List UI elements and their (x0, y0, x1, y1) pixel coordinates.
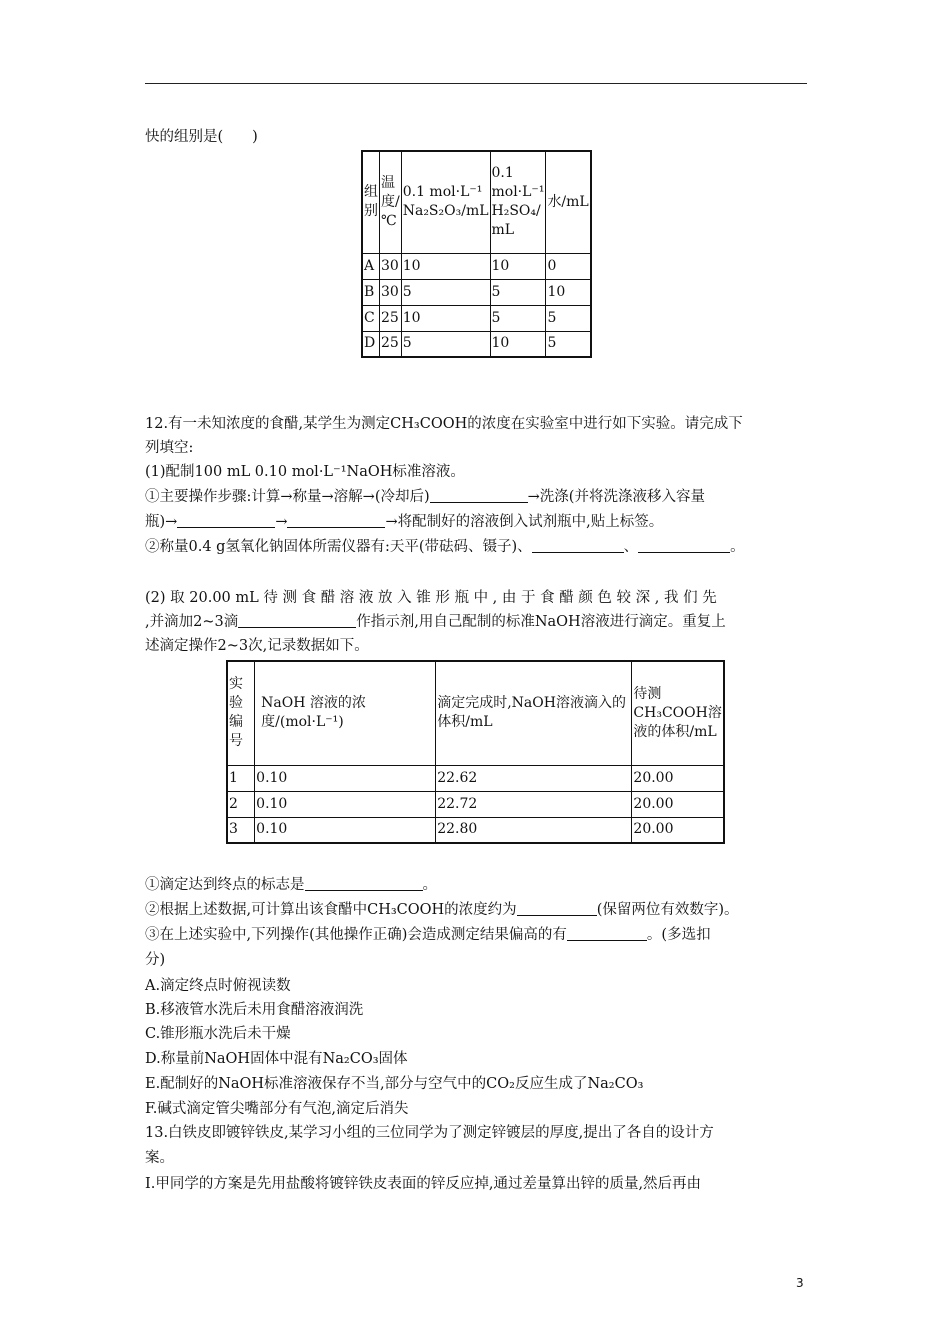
table-cell: 5 (490, 279, 546, 305)
table-cell: 10 (490, 331, 546, 357)
answer-blank[interactable] (567, 925, 647, 941)
q13-part1: Ⅰ.甲同学的方案是先用盐酸将镀锌铁皮表面的锌反应掉,通过差量算出锌的质量,然后再由 (145, 1176, 702, 1192)
q12-steps-text: →洗涤(并将洗涤液移入容量 (527, 489, 705, 505)
table-row (227, 817, 724, 843)
reaction-rate-table (361, 150, 592, 358)
answer-blank[interactable] (532, 537, 624, 553)
table-cell: 5 (490, 305, 546, 331)
header-cell: 组别 (362, 151, 380, 253)
endpoint-text: 。 (422, 877, 437, 893)
table-cell: 1 (227, 765, 255, 791)
table-cell: 22.80 (436, 817, 632, 843)
page-number: 3 (796, 1276, 804, 1290)
q12-stem-2: 列填空: (145, 440, 194, 456)
q12-steps-text: →将配制好的溶液倒入试剂瓶中,贴上标签。 (385, 514, 664, 530)
table-row (227, 791, 724, 817)
table-cell: 10 (490, 253, 546, 279)
table-row (362, 253, 591, 279)
header-rule (145, 83, 807, 84)
option-c: C.锥形瓶水洗后未干燥 (145, 1026, 291, 1042)
concentration-line (145, 900, 739, 920)
table-cell: 0.10 (255, 791, 436, 817)
table-cell: 0.10 (255, 817, 436, 843)
option-a: A.滴定终点时俯视读数 (145, 978, 291, 994)
answer-blank[interactable] (305, 875, 423, 891)
table-header-row (362, 151, 591, 253)
option-b: B.移液管水洗后未用食醋溶液润洗 (145, 1002, 364, 1018)
error-text: ③在上述实验中,下列操作(其他操作正确)会造成测定结果偏高的有 (145, 927, 567, 943)
endpoint-line (145, 875, 437, 895)
table-row (362, 305, 591, 331)
concentration-text: ②根据上述数据,可计算出该食醋中CH₃COOH的浓度约为 (145, 902, 517, 918)
q12-weigh-text: 。 (730, 539, 745, 555)
concentration-text: (保留两位有效数字)。 (596, 902, 739, 918)
q12-steps-line (145, 487, 705, 507)
table-cell: 20.00 (632, 791, 724, 817)
q12-part2-line-1: (2) 取 20.00 mL 待 测 食 醋 溶 液 放 入 锥 形 瓶 中 , 由 于 食 醋 颜 色 较 深 , 我 们 先 (145, 590, 717, 606)
table-cell: 5 (401, 279, 490, 305)
table-cell: D (362, 331, 380, 357)
table-cell: 5 (401, 331, 490, 357)
q13-stem-2: 案。 (145, 1150, 174, 1166)
table-cell: 20.00 (632, 765, 724, 791)
answer-blank[interactable] (238, 612, 356, 628)
q12-part2-text: ,并滴加2~3滴 (145, 614, 239, 630)
answer-blank[interactable] (287, 512, 385, 528)
q12-part2-text: 作指示剂,用自己配制的标准NaOH溶液进行滴定。重复上 (356, 614, 726, 630)
table-cell: B (362, 279, 380, 305)
table-cell: 3 (227, 817, 255, 843)
table-cell: 30 (380, 279, 402, 305)
intro-text: 快的组别是( ) (145, 129, 258, 145)
table-cell: 10 (401, 305, 490, 331)
answer-blank[interactable] (638, 537, 730, 553)
table-cell: 30 (380, 253, 402, 279)
header-cell: 0.1 mol·L⁻¹ Na₂S₂O₃/mL (401, 151, 490, 253)
error-line (145, 925, 711, 945)
q12-weigh-text: ②称量0.4 g氢氧化钠固体所需仪器有:天平(带砝码、镊子)、 (145, 539, 532, 555)
q12-steps-text: → (275, 514, 288, 530)
table-cell: A (362, 253, 380, 279)
q12-stem-1: 12.有一未知浓度的食醋,某学生为测定CH₃COOH的浓度在实验室中进行如下实验。请完成下 (145, 416, 743, 432)
header-cell: NaOH 溶液的浓度/(mol·L⁻¹) (255, 661, 436, 765)
table-cell: 0.10 (255, 765, 436, 791)
table-cell: 10 (401, 253, 490, 279)
table-header-row (227, 661, 724, 765)
table-cell: 10 (546, 279, 591, 305)
q12-steps-line-2 (145, 512, 663, 532)
error-text: 。(多选扣 (646, 927, 711, 943)
option-e: E.配制好的NaOH标准溶液保存不当,部分与空气中的CO₂反应生成了Na₂CO₃ (145, 1076, 644, 1092)
table-cell: 22.62 (436, 765, 632, 791)
table-cell: 22.72 (436, 791, 632, 817)
header-cell: 水/mL (546, 151, 591, 253)
error-line-2: 分) (145, 952, 166, 968)
q12-part1: (1)配制100 mL 0.10 mol·L⁻¹NaOH标准溶液。 (145, 464, 465, 480)
header-cell: 温度/℃ (380, 151, 402, 253)
q12-weigh-line (145, 537, 745, 557)
table-cell: 5 (546, 305, 591, 331)
table-cell: 20.00 (632, 817, 724, 843)
table-cell: C (362, 305, 380, 331)
table-row (362, 279, 591, 305)
q12-part2-line-2 (145, 612, 726, 632)
header-cell: 待测CH₃COOH溶液的体积/mL (632, 661, 724, 765)
header-cell: 滴定完成时,NaOH溶液滴入的体积/mL (436, 661, 632, 765)
table-cell: 25 (380, 331, 402, 357)
q12-weigh-text: 、 (623, 539, 639, 555)
header-cell: 0.1 mol·L⁻¹ H₂SO₄/ mL (490, 151, 546, 253)
table-cell: 2 (227, 791, 255, 817)
table-cell: 25 (380, 305, 402, 331)
q13-stem-1: 13.白铁皮即镀锌铁皮,某学习小组的三位同学为了测定锌镀层的厚度,提出了各自的设计方 (145, 1125, 714, 1141)
option-d: D.称量前NaOH固体中混有Na₂CO₃固体 (145, 1051, 408, 1067)
endpoint-text: ①滴定达到终点的标志是 (145, 877, 305, 893)
table-cell: 5 (546, 331, 591, 357)
header-cell: 实验编号 (227, 661, 255, 765)
table-cell: 0 (546, 253, 591, 279)
q12-part2-line-3: 述滴定操作2~3次,记录数据如下。 (145, 638, 369, 654)
option-f: F.碱式滴定管尖嘴部分有气泡,滴定后消失 (145, 1101, 409, 1117)
table-row (362, 331, 591, 357)
answer-blank[interactable] (517, 900, 597, 916)
q12-steps-text: 瓶)→ (145, 514, 178, 530)
titration-data-table (226, 660, 725, 844)
answer-blank[interactable] (177, 512, 275, 528)
answer-blank[interactable] (430, 487, 528, 503)
q12-steps-text: ①主要操作步骤:计算→称量→溶解→(冷却后) (145, 489, 430, 505)
table-row (227, 765, 724, 791)
